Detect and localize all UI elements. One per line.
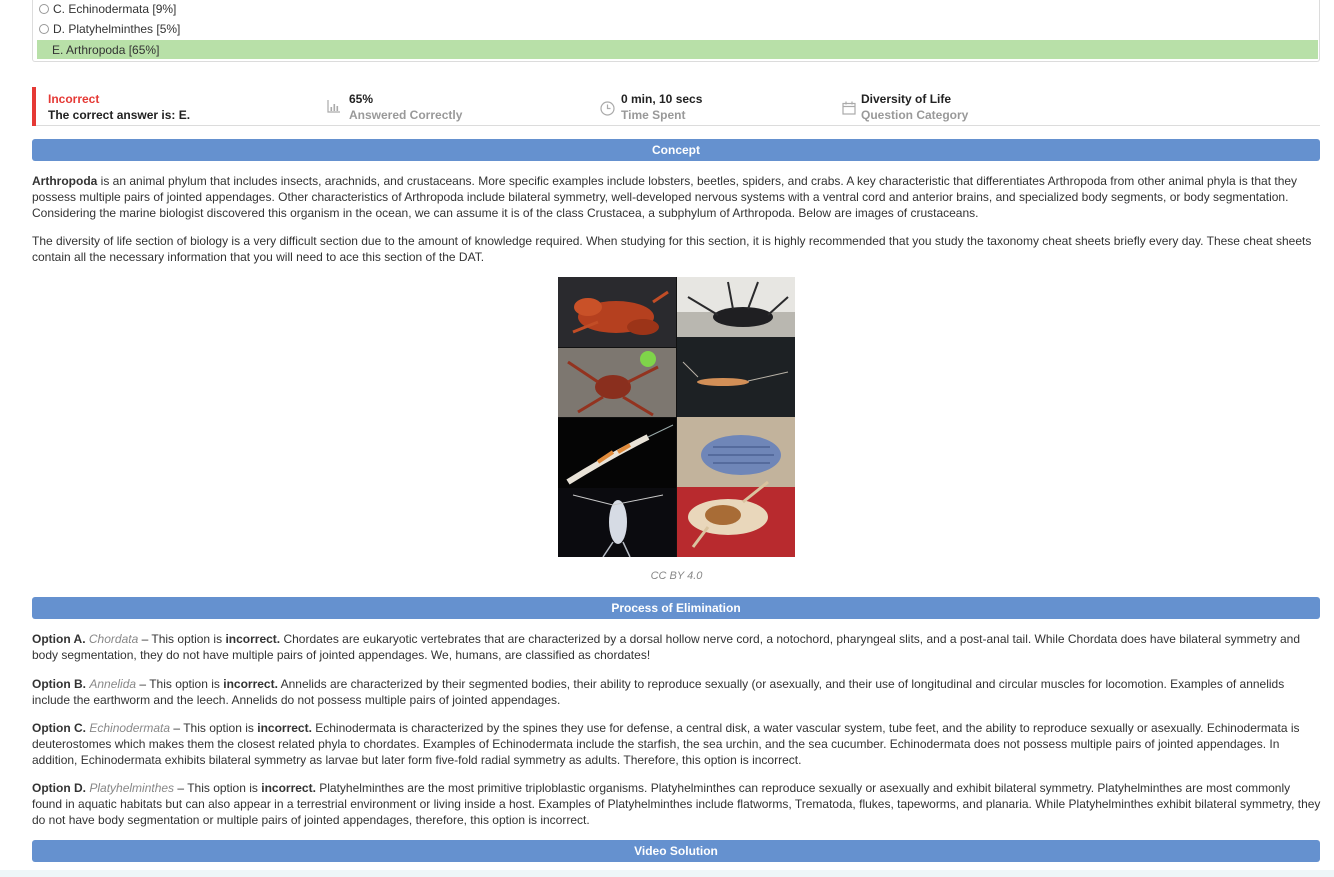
option-d-explanation <box>32 780 1322 828</box>
time-value: 0 min, 10 secs <box>621 92 703 106</box>
clock-icon <box>600 101 615 116</box>
category-label: Question Category <box>861 108 969 122</box>
option-label: Option B. <box>32 677 86 691</box>
page-footer-strip <box>0 870 1334 877</box>
option-dash: – This option is <box>170 721 258 735</box>
option-text: Chordates are eukaryotic vertebrates that are characterized by a dorsal hollow nerve cord, a notochord, pharyngeal slits, and a post-anal tail. While Chordata does have bilateral symmetry and body segmentation, they do not have multiple pairs of jointed appendages. We, humans, are classified as chordates! <box>32 632 1300 662</box>
hermit-crab-photo <box>677 482 795 557</box>
percent-label: Answered Correctly <box>349 108 463 122</box>
time-stat <box>621 91 702 123</box>
concept-term: Arthropoda <box>32 174 98 188</box>
option-dash: – This option is <box>136 677 224 691</box>
time-label: Time Spent <box>621 108 686 122</box>
study-tip-paragraph: The diversity of life section of biology is a very difficult section due to the amount of knowledge required. When studying for this section, it is highly recommended that you study the taxonomy cheat sheets briefly every day. These cheat sheets contain all the necessary information that you will need to ace this section of the DAT. <box>32 234 1312 264</box>
option-verdict: incorrect. <box>223 677 278 691</box>
option-label: Option A. <box>32 632 86 646</box>
option-c-explanation <box>32 720 1322 768</box>
krill-photo <box>558 418 676 488</box>
crustacean-photos <box>558 277 795 557</box>
option-verdict: incorrect. <box>261 781 316 795</box>
option-e-label: E. Arthropoda [65%] <box>52 42 160 57</box>
image-caption: CC BY 4.0 <box>650 570 703 582</box>
radio-icon[interactable] <box>39 24 49 34</box>
option-text: Annelids are characterized by their segmented bodies, their ability to reproduce sexually (or asexually, and their use of longitudinal and circular muscles for locomotion. Examples of annelids include the earthworm and the leech. Annelids do not possess multiple pairs of jointed appendages. <box>32 677 1285 707</box>
option-text: Echinodermata is characterized by the spines they use for defense, a central disk, a water vascular system, tube feet, and the ability to reproduce sexually or asexually. Echinodermata is deuterostomes which makes them the closest related phyla to chordates. Examples of Echinodermata include the starfish, the sea urchin, and the sea cucumber. Echinodermata does not possess multiple pairs of jointed appendages. In addition, Echinodermata exhibits bilateral symmetry as larvae but later form five-fold radial symmetry as adults. Therefore, this option is incorrect. <box>32 721 1300 767</box>
lobster-photo <box>677 277 795 337</box>
concept-text: is an animal phylum that includes insects, arachnids, and crustaceans. More specific examples include lobsters, beetles, spiders, and crabs. A key characteristic that differentiates Arthropoda from other animal phyla is that they possess multiple pairs of jointed appendages. Other characteristics of Arthropoda include bilateral symmetry, well-developed nervous systems with a ventral cord and anterior brains, and specialized body segments, or body segmentation. Considering the marine biologist discovered this organism in the ocean, we can assume it is of the class Crustacea, a subphylum of Arthropoda. Below are images of crustaceans. <box>32 174 1298 220</box>
percent-stat <box>349 91 462 123</box>
option-c[interactable] <box>37 0 176 19</box>
option-d-label: D. Platyhelminthes [5%] <box>53 22 181 36</box>
option-c-label: C. Echinodermata [9%] <box>53 2 177 16</box>
option-verdict: incorrect. <box>225 632 281 646</box>
option-name: Echinodermata <box>89 721 171 735</box>
incorrect-indicator <box>32 87 36 126</box>
option-label: Option D. <box>32 781 86 795</box>
option-label: Option C. <box>32 721 86 735</box>
answer-options <box>32 0 1320 62</box>
option-text: Platyhelminthes are the most primitive triploblastic organisms. Platyhelminthes can reproduce sexually or asexually and exhibit bilateral symmetry. Platyhelminthes are most commonly found in aquatic habitats but can also appear in a terrestrial environment or living inside a host. Examples of Platyhelminthes include flatworms, Trematoda, flukes, tapeworms, and planaria. While Platyhelminthes exhibit bilateral symmetry, they do not have body segmentation or multiple pairs of jointed appendages, therefore, this option is incorrect. <box>32 781 1321 827</box>
concept-paragraph <box>32 173 1322 221</box>
radio-icon[interactable] <box>39 4 49 14</box>
option-name: Chordata <box>88 632 139 646</box>
option-verdict: incorrect. <box>257 721 312 735</box>
category-stat <box>861 91 968 123</box>
result-status: Incorrect <box>48 92 100 106</box>
option-name: Platyhelminthes <box>89 781 175 795</box>
video-solution-header[interactable]: Video Solution <box>32 840 1320 862</box>
category-value: Diversity of Life <box>861 92 952 106</box>
option-a-explanation <box>32 631 1322 663</box>
option-dash: – This option is <box>138 632 226 646</box>
calendar-icon <box>842 101 856 115</box>
shrimp-photo <box>677 337 795 417</box>
crustacean-image-collage <box>558 277 795 557</box>
percent-value: 65% <box>349 92 374 106</box>
option-name: Annelida <box>89 677 137 691</box>
option-e-correct[interactable] <box>37 40 1318 59</box>
result-stats <box>32 87 1320 126</box>
crayfish-photo <box>558 348 676 417</box>
option-d[interactable] <box>37 19 180 39</box>
option-b-explanation <box>32 676 1322 708</box>
correct-answer: The correct answer is: E. <box>48 108 191 122</box>
elimination-header: Process of Elimination <box>32 597 1320 619</box>
crab-photo <box>558 277 676 347</box>
result-summary <box>48 91 190 123</box>
isopod-photo <box>677 417 795 487</box>
concept-header: Concept <box>32 139 1320 161</box>
option-dash: – This option is <box>174 781 262 795</box>
bar-chart-icon <box>327 99 341 113</box>
copepod-photo <box>558 488 676 557</box>
